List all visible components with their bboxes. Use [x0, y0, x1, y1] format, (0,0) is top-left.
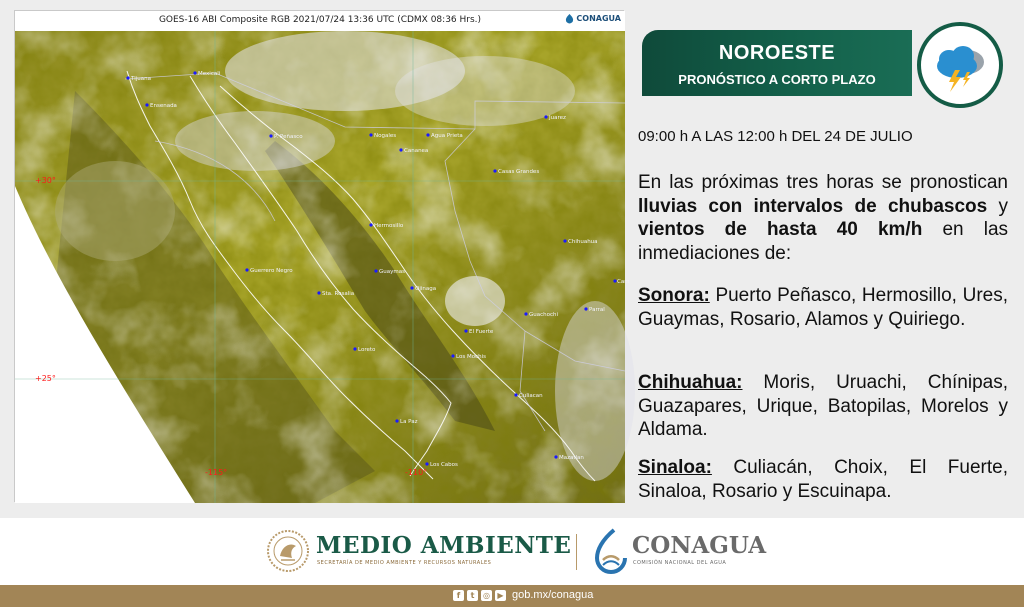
- svg-text:Casas Grandes: Casas Grandes: [498, 169, 540, 175]
- intro-text: En las próximas tres horas se pronostican: [638, 172, 1008, 193]
- svg-text:Guaymas: Guaymas: [379, 269, 405, 275]
- grid-label-110w: -110°: [405, 468, 428, 477]
- conagua-subtitle: COMISIÓN NACIONAL DEL AGUA: [633, 560, 727, 566]
- city-guerrero-negro: [245, 268, 293, 274]
- city-tijuana: [126, 76, 151, 82]
- state-sonora: [638, 284, 1008, 331]
- cloud-mass: [445, 276, 505, 326]
- svg-text:Mexicali: Mexicali: [198, 71, 221, 77]
- state-name: Chihuahua:: [638, 372, 743, 393]
- svg-text:Los Mochis: Los Mochis: [456, 354, 486, 360]
- city-los-mochis: [451, 354, 486, 360]
- cloud-mass: [555, 301, 635, 481]
- region-banner: [642, 30, 912, 96]
- city-ojinaga: [410, 286, 436, 292]
- svg-text:Hermosillo: Hermosillo: [374, 223, 404, 229]
- state-name: Sinaloa:: [638, 457, 712, 478]
- svg-text:P. Peñasco: P. Peñasco: [274, 134, 303, 140]
- storm-cloud-icon: [921, 26, 999, 104]
- social-links: [453, 590, 506, 601]
- youtube-icon[interactable]: ▶: [495, 590, 506, 601]
- mexico-coat-of-arms-icon: [266, 528, 310, 574]
- svg-text:Ojinaga: Ojinaga: [415, 286, 437, 292]
- svg-text:Nogales: Nogales: [374, 133, 397, 139]
- instagram-icon[interactable]: ◎: [481, 590, 492, 601]
- state-sinaloa: [638, 456, 1008, 503]
- rain-highlight: lluvias con intervalos de chubascos: [638, 195, 988, 217]
- cloud-mass: [175, 111, 335, 171]
- grid-label-115w: -115°: [205, 468, 228, 477]
- cloud-mass: [55, 161, 175, 261]
- satellite-map: [15, 31, 630, 503]
- medio-ambiente-logo-text: MEDIO AMBIENTE: [316, 532, 572, 559]
- city-guaymas: [374, 269, 405, 275]
- svg-text:Ensenada: Ensenada: [150, 103, 177, 109]
- conagua-logo-text: CONAGUA: [632, 532, 767, 559]
- svg-text:Mazatlan: Mazatlan: [559, 455, 584, 461]
- svg-text:Sta. Rosalia: Sta. Rosalia: [322, 291, 355, 297]
- grid-label-25n: +25°: [35, 374, 56, 383]
- city-nogales: [369, 133, 396, 139]
- svg-text:La Paz: La Paz: [400, 419, 418, 425]
- city-cananea: [399, 148, 428, 154]
- city-los-cabos: [425, 462, 458, 468]
- svg-text:Juarez: Juarez: [549, 115, 566, 121]
- conagua-logo-icon: [594, 528, 628, 574]
- svg-text:Cam: Cam: [617, 279, 630, 285]
- satellite-conagua-logo: [565, 14, 621, 23]
- state-places: Puerto Peñasco, Hermosillo, Ures, Guaymas, Rosario, Alamos y Quiriego.: [638, 285, 1008, 330]
- forecast-intro: [638, 171, 1008, 265]
- facebook-icon[interactable]: f: [453, 590, 464, 601]
- city-agua-prieta: [426, 133, 462, 139]
- svg-text:Cananea: Cananea: [404, 148, 429, 154]
- state-name: Sonora:: [638, 285, 710, 306]
- city-mexicali: [193, 71, 220, 77]
- region-subtitle: PRONÓSTICO A CORTO PLAZO: [678, 72, 876, 87]
- weather-badge: [917, 22, 1003, 108]
- website-link[interactable]: gob.mx/conagua: [512, 589, 594, 601]
- conagua-drop-icon: [565, 14, 574, 23]
- city-culiacan: [514, 393, 543, 399]
- svg-text:Tijuana: Tijuana: [131, 76, 151, 82]
- forecast-time-range: 09:00 h A LAS 12:00 h DEL 24 DE JULIO: [638, 128, 913, 145]
- city-el-fuerte: [464, 329, 494, 335]
- city-casas-grandes: [493, 169, 539, 175]
- intro-connector: y: [987, 195, 1008, 217]
- logo-divider: [576, 534, 577, 570]
- city-p-penasco: [269, 134, 303, 140]
- satellite-logo-text: CONAGUA: [576, 14, 621, 23]
- region-title: NOROESTE: [718, 42, 836, 64]
- svg-text:Parral: Parral: [589, 307, 605, 313]
- city-ensenada: [145, 103, 177, 109]
- grid-label-30n: +30°: [35, 176, 56, 185]
- city-chihuahua: [563, 239, 597, 245]
- svg-text:Guerrero Negro: Guerrero Negro: [250, 268, 293, 274]
- satellite-header: [15, 11, 625, 31]
- state-places: Culiacán, Choix, El Fuerte, Sinaloa, Rosario y Escuinapa.: [638, 457, 1008, 502]
- svg-text:El Fuerte: El Fuerte: [469, 329, 494, 335]
- svg-text:Los Cabos: Los Cabos: [430, 462, 458, 468]
- twitter-icon[interactable]: t: [467, 590, 478, 601]
- svg-text:Chihuahua: Chihuahua: [568, 239, 598, 245]
- footer: [0, 518, 1024, 585]
- city-sta-rosalia: [317, 291, 354, 297]
- cloud-mass: [395, 56, 575, 126]
- city-mazatlan: [554, 455, 584, 461]
- intro-ending: en las inmediaciones de:: [638, 219, 1009, 264]
- svg-text:Loreto: Loreto: [358, 347, 376, 353]
- svg-text:Agua Prieta: Agua Prieta: [431, 133, 463, 139]
- svg-text:Culiacan: Culiacan: [519, 393, 543, 399]
- footer-bar: [0, 585, 1024, 607]
- city-hermosillo: [369, 223, 403, 229]
- city-guachochi: [524, 312, 558, 318]
- satellite-image-panel: [14, 10, 630, 502]
- medio-ambiente-subtitle: SECRETARÍA DE MEDIO AMBIENTE Y RECURSOS NATURALES: [317, 560, 492, 566]
- satellite-title: GOES-16 ABI Composite RGB 2021/07/24 13:36 UTC (CDMX 08:36 Hrs.): [158, 15, 482, 25]
- wind-highlight: vientos de hasta 40 km/h: [638, 219, 923, 240]
- state-places: Moris, Uruachi, Chínipas, Guazapares, Urique, Batopilas, Morelos y Aldama.: [638, 372, 1008, 440]
- state-chihuahua: [638, 371, 1008, 442]
- svg-text:Guachochi: Guachochi: [529, 312, 559, 318]
